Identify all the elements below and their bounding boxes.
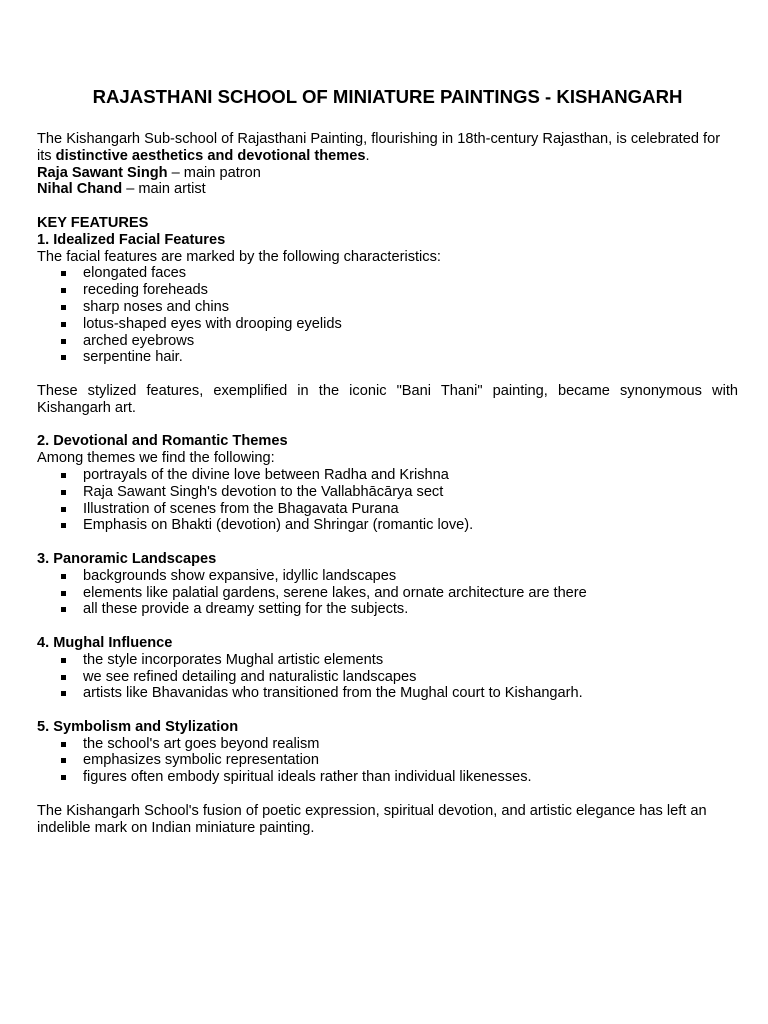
list-item: portrayals of the divine love between Radha and Krishna xyxy=(37,467,738,484)
section-heading-mughal-influence: 4. Mughal Influence xyxy=(37,634,173,651)
artist-name: Nihal Chand xyxy=(37,181,123,198)
spacer xyxy=(37,618,738,635)
intro-text-end: . xyxy=(365,147,370,164)
patron-name: Raja Sawant Singh xyxy=(37,164,168,181)
list-item: we see refined detailing and naturalistic landscapes xyxy=(37,669,738,686)
list-item: receding foreheads xyxy=(37,282,738,299)
list-item: the school's art goes beyond realism xyxy=(37,736,738,753)
document-page xyxy=(37,86,738,836)
list-item: elongated faces xyxy=(37,265,738,282)
intro-text: The Kishangarh Sub-school of Rajasthani Painting, flourishing in 18th-century Rajasthan, is celebrated for its xyxy=(37,131,721,164)
list-item: elements like palatial gardens, serene lakes, and ornate architecture are there xyxy=(37,585,738,602)
spacer xyxy=(37,198,738,215)
panoramic-landscapes-list xyxy=(37,568,738,618)
section-heading-panoramic-landscapes: 3. Panoramic Landscapes xyxy=(37,550,217,567)
spacer xyxy=(37,786,738,803)
list-item: emphasizes symbolic representation xyxy=(37,752,738,769)
intro-paragraph xyxy=(37,131,738,165)
list-item: Raja Sawant Singh's devotion to the Vallabhācārya sect xyxy=(37,484,738,501)
spacer xyxy=(37,366,738,383)
artist-role: – main artist xyxy=(122,181,206,198)
list-item: backgrounds show expansive, idyllic landscapes xyxy=(37,568,738,585)
spacer xyxy=(37,534,738,551)
section-lead: The facial features are marked by the following characteristics: xyxy=(37,248,441,265)
list-item: Illustration of scenes from the Bhagavata Purana xyxy=(37,501,738,518)
section-heading-symbolism: 5. Symbolism and Stylization xyxy=(37,718,239,735)
document-title: RAJASTHANI SCHOOL OF MINIATURE PAINTINGS - KISHANGARH xyxy=(92,86,683,107)
intro-bold-phrase: distinctive aesthetics and devotional themes xyxy=(55,147,366,164)
section-lead: Among themes we find the following: xyxy=(37,450,275,467)
list-item: sharp noses and chins xyxy=(37,299,738,316)
spacer xyxy=(37,702,738,719)
mughal-influence-list xyxy=(37,652,738,702)
patron-line xyxy=(37,165,738,182)
list-item: serpentine hair. xyxy=(37,349,738,366)
list-item: figures often embody spiritual ideals rather than individual likenesses. xyxy=(37,769,738,786)
list-item: Emphasis on Bhakti (devotion) and Shringar (romantic love). xyxy=(37,517,738,534)
patron-role: – main patron xyxy=(167,164,261,181)
section-heading-facial-features: 1. Idealized Facial Features xyxy=(37,231,226,248)
key-features-heading: KEY FEATURES xyxy=(37,214,149,231)
conclusion-paragraph: The Kishangarh School's fusion of poetic expression, spiritual devotion, and artistic elegance has left an indelible mark on Indian miniature painting. xyxy=(37,802,707,836)
section-heading-devotional-themes: 2. Devotional and Romantic Themes xyxy=(37,433,288,450)
devotional-themes-list xyxy=(37,467,738,534)
list-item: all these provide a dreamy setting for the subjects. xyxy=(37,601,738,618)
list-item: lotus-shaped eyes with drooping eyelids xyxy=(37,316,738,333)
facial-features-list xyxy=(37,265,738,366)
list-item: arched eyebrows xyxy=(37,333,738,350)
list-item: the style incorporates Mughal artistic elements xyxy=(37,652,738,669)
artist-line xyxy=(37,181,738,198)
list-item: artists like Bhavanidas who transitioned from the Mughal court to Kishangarh. xyxy=(37,685,738,702)
bani-thani-note: These stylized features, exemplified in the iconic "Bani Thani" painting, became synonymous with Kishangarh art. xyxy=(37,382,738,416)
spacer xyxy=(37,417,738,434)
symbolism-list xyxy=(37,736,738,786)
